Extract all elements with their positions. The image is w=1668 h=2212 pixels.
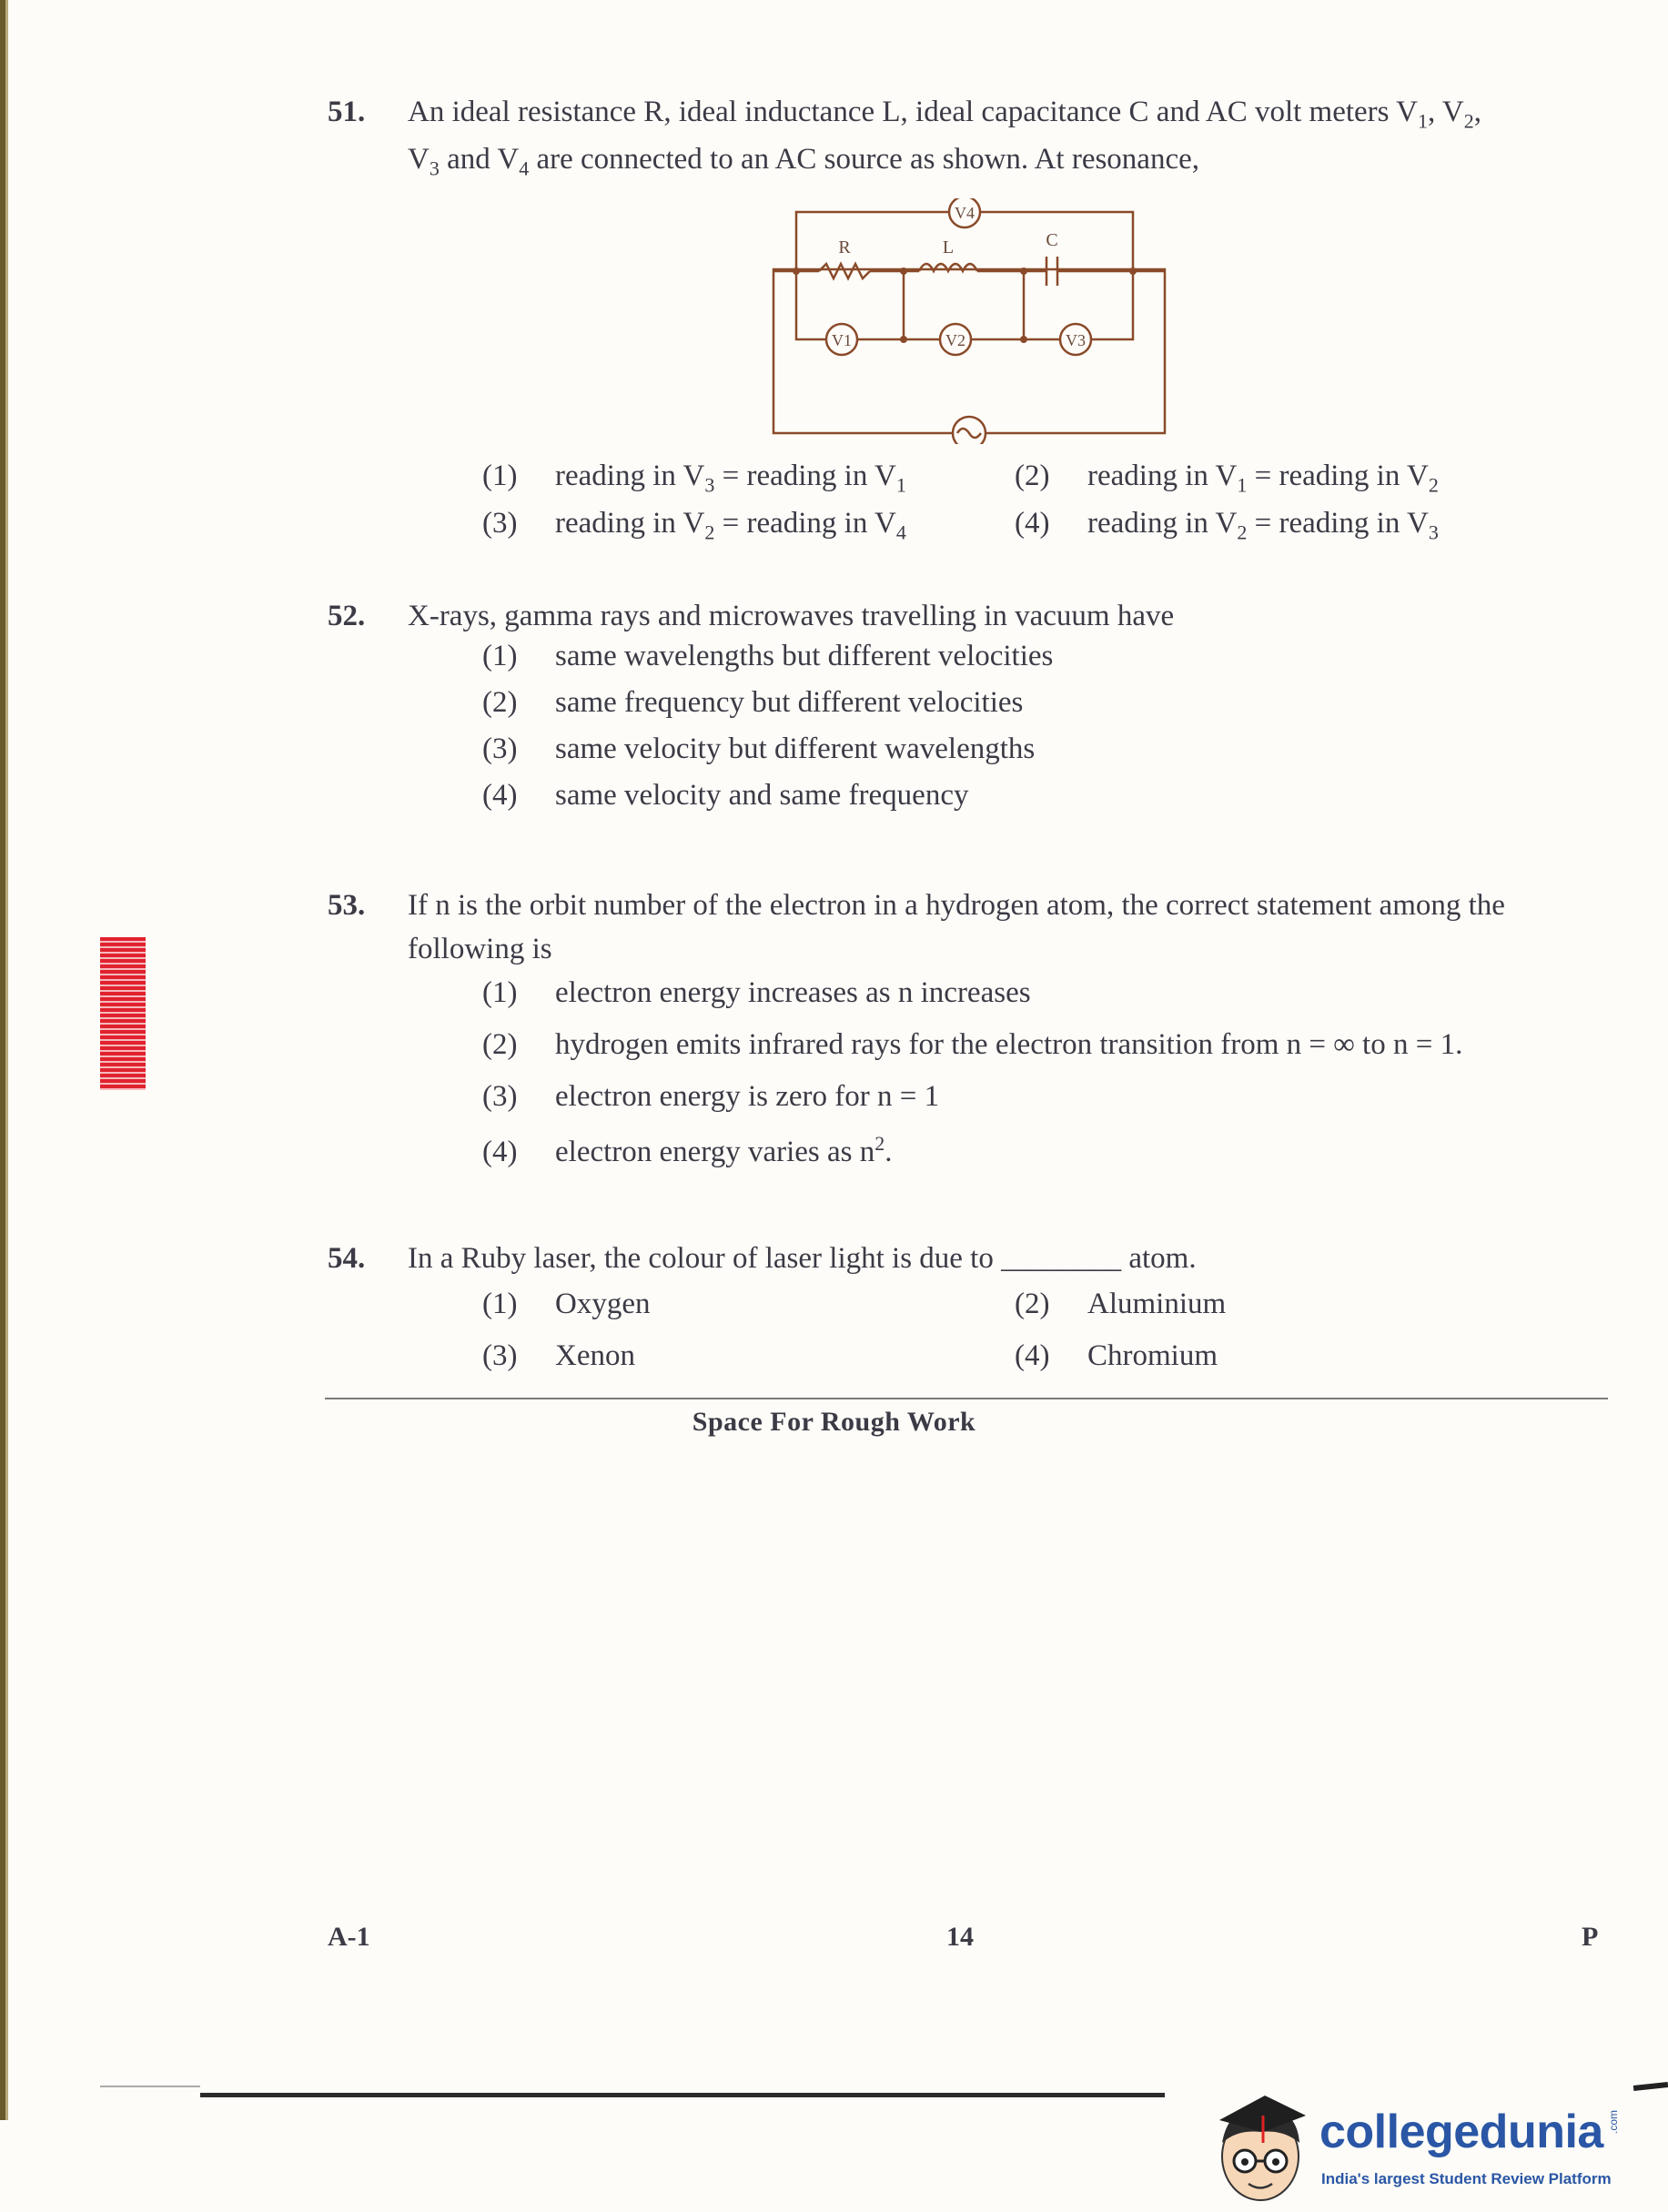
question-text: If n is the orbit number of the electron in a hydrogen atom, the correct statement among the — [408, 889, 1505, 922]
option-53-4[interactable]: (4) electron energy varies as $n^2$. — [482, 1132, 893, 1168]
option-52-2[interactable]: (2) same frequency but different velocities — [482, 686, 1024, 719]
red-barcode-strip — [100, 937, 146, 1090]
option-52-3[interactable]: (3) same velocity but different wavelengths — [482, 732, 1036, 765]
divider-rule — [325, 1398, 1608, 1399]
question-text: X-rays, gamma rays and microwaves travelling in vacuum have — [408, 600, 1175, 632]
option-51-4[interactable]: (4) reading in $V_2$ = reading in $V_3$ — [1015, 507, 1439, 544]
question-text: In a Ruby laser, the colour of laser light is due to ________ atom. — [408, 1242, 1197, 1275]
resistor-symbol — [819, 264, 870, 278]
page-number: 14 — [946, 1922, 974, 1952]
scan-mark-right — [1633, 2082, 1668, 2091]
option-53-2[interactable]: (2) hydrogen emits infrared rays for the electron transition from n = ∞ to n = 1. — [482, 1028, 1463, 1061]
question-text-line2: $V_3$ and $V_4$ are connected to an AC source as shown. At resonance, — [408, 143, 1199, 180]
question-text-line2: following is — [408, 933, 552, 965]
option-53-3[interactable]: (3) electron energy is zero for n = 1 — [482, 1080, 940, 1113]
collegedunia-logo[interactable] — [1210, 2079, 1638, 2207]
question-number: 52. — [328, 600, 366, 632]
option-54-1[interactable]: (1) Oxygen — [482, 1288, 651, 1320]
label-v1: V1 — [832, 331, 852, 349]
question-text: An ideal resistance R, ideal inductance L, ideal capacitance C and AC volt meters $V_1$, $V_2$, — [408, 96, 1481, 133]
logo-wordmark: collegedunia — [1319, 2106, 1603, 2158]
option-54-2[interactable]: (2) Aluminium — [1015, 1288, 1227, 1320]
footer-code: A-1 — [328, 1922, 370, 1952]
option-52-1[interactable]: (1) same wavelengths but different velocities — [482, 640, 1054, 672]
option-51-2[interactable]: (2) reading in $V_1$ = reading in $V_2$ — [1015, 460, 1439, 497]
option-52-4[interactable]: (4) same velocity and same frequency — [482, 779, 969, 812]
circuit-diagram — [755, 198, 1192, 444]
logo-com: .com — [1607, 2109, 1621, 2135]
ac-source — [953, 417, 986, 444]
answer-blank: ________ — [1001, 1242, 1122, 1275]
footer-series: P — [1582, 1922, 1599, 1952]
question-number: 54. — [328, 1242, 366, 1275]
scan-bottom-line — [200, 2093, 1165, 2097]
question-number: 51. — [328, 96, 366, 128]
label-r: R — [838, 237, 851, 258]
option-54-3[interactable]: (3) Xenon — [482, 1339, 635, 1372]
question-number: 53. — [328, 889, 366, 922]
label-v2: V2 — [945, 331, 965, 349]
logo-tagline: India's largest Student Review Platform — [1321, 2170, 1612, 2187]
scan-edge-inner — [5, 0, 8, 2120]
mascot-icon — [1210, 2079, 1315, 2207]
label-v3: V3 — [1066, 331, 1086, 349]
option-51-3[interactable]: (3) reading in $V_2$ = reading in $V_4$ — [482, 507, 906, 544]
label-c: C — [1046, 230, 1058, 250]
scan-mark — [100, 2086, 200, 2087]
label-l: L — [942, 237, 955, 258]
option-53-1[interactable]: (1) electron energy increases as n increases — [482, 976, 1031, 1009]
rough-work-heading: Space For Rough Work — [692, 1407, 976, 1437]
option-54-4[interactable]: (4) Chromium — [1015, 1339, 1218, 1372]
option-51-1[interactable]: (1) reading in $V_3$ = reading in $V_1$ — [482, 460, 906, 497]
label-v4: V4 — [955, 204, 975, 222]
